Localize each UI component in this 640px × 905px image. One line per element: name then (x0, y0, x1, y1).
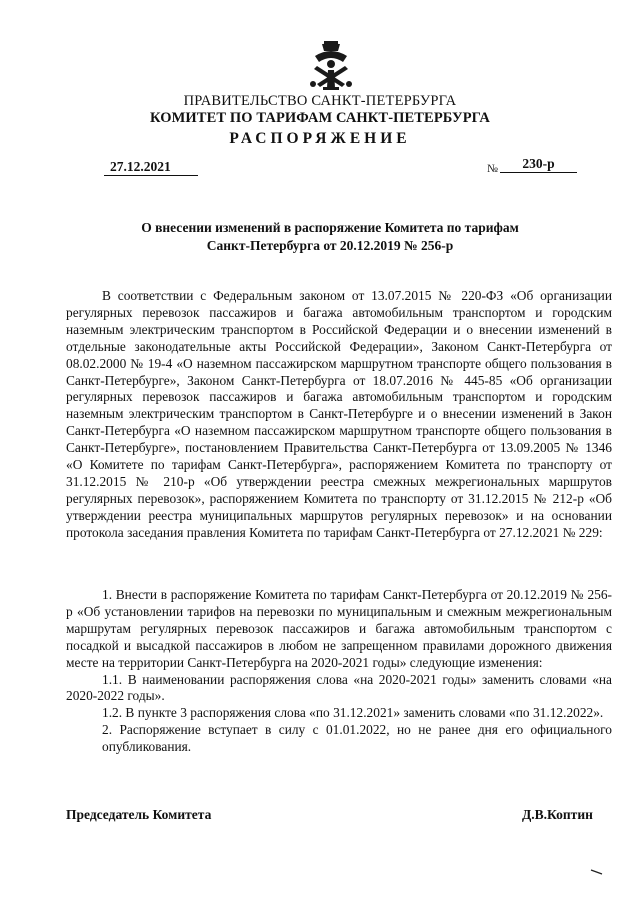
coat-of-arms-icon (309, 40, 353, 92)
committee-name: КОМИТЕТ ПО ТАРИФАМ САНКТ-ПЕТЕРБУРГА (150, 110, 490, 126)
signer-name: Д.В.Коптин (522, 807, 593, 822)
order-items (66, 587, 612, 756)
document-title (60, 219, 600, 255)
item-1-1: 1.1. В наименовании распоряжения слова «на 2020-2021 годы» заменить словами «на 2020-2022 годы». (66, 671, 612, 704)
item-1-2: 1.2. В пункте 3 распоряжения слова «по 31.12.2021» заменить словами «по 31.12.2022». (102, 705, 604, 721)
document-type: РАСПОРЯЖЕНИЕ (229, 130, 411, 147)
signer-position: Председатель Комитета (66, 807, 212, 822)
government-name: ПРАВИТЕЛЬСТВО САНКТ-ПЕТЕРБУРГА (183, 93, 457, 109)
title-line-2: Санкт-Петербурга от 20.12.2019 № 256-р (206, 238, 454, 253)
item-1: 1. Внести в распоряжение Комитета по тарифам Санкт-Петербурга от 20.12.2019 № 256-р «Об установлении тарифов на перевозки по муниципальным и смежным межрегиональным маршрутам регулярных перевозок пассажиров и багажа автомобильным транспортом с посадкой и высадкой пассажиров в любом не запрещенном правилами дорожного движения месте на территории Санкт-Петербурга на 2020-2021 годы» следующие изменения: (66, 587, 612, 670)
document-number: 230-р (500, 155, 577, 173)
scan-mark (590, 868, 604, 876)
document-date: 27.12.2021 (104, 158, 198, 176)
preamble-paragraph: В соответствии с Федеральным законом от 13.07.2015 № 220-ФЗ «Об организации регулярных перевозок пассажиров и багажа автомобильным транспортом и городским наземным электрическим транспортом в Российской Федерации и о внесении изменений в отдельные законодательные акты Российской Федерации», Законом Санкт-Петербурга от 08.02.2000 № 19-4 «О наземном пассажирском маршрутном транспорте общего пользования в Санкт-Петербурге», Законом Санкт-Петербурга от 18.07.2016 № 445-85 «Об организации регулярных перевозок пассажиров и багажа автомобильным транспортом и городским наземным электрическим транспортом в Санкт-Петербурге и о внесении изменений в Закон Санкт-Петербурга «О наземном пассажирском маршрутном транспорте общего пользования в Санкт-Петербурге», постановлением Правительства Санкт-Петербурга от 13.09.2005 № 1346 «О Комитете по тарифам Санкт-Петербурга», распоряжением Комитета по транспорту от 31.12.2015 № 210-р «Об утверждении реестра смежных межрегиональных маршрутов регулярных перевозок», распоряжением Комитета по транспорту от 31.12.2015 № 212-р «Об утверждении реестра муниципальных маршрутов регулярных перевозок» и на основании протокола заседания правления Комитета по тарифам Санкт-Петербурга от 27.12.2021 № 229: (66, 288, 612, 540)
title-line-1: О внесении изменений в распоряжение Комитета по тарифам (141, 220, 519, 235)
item-2: 2. Распоряжение вступает в силу с 01.01.2022, но не ранее дня его официального опубликования. (102, 722, 612, 755)
number-sign: № (487, 163, 498, 175)
